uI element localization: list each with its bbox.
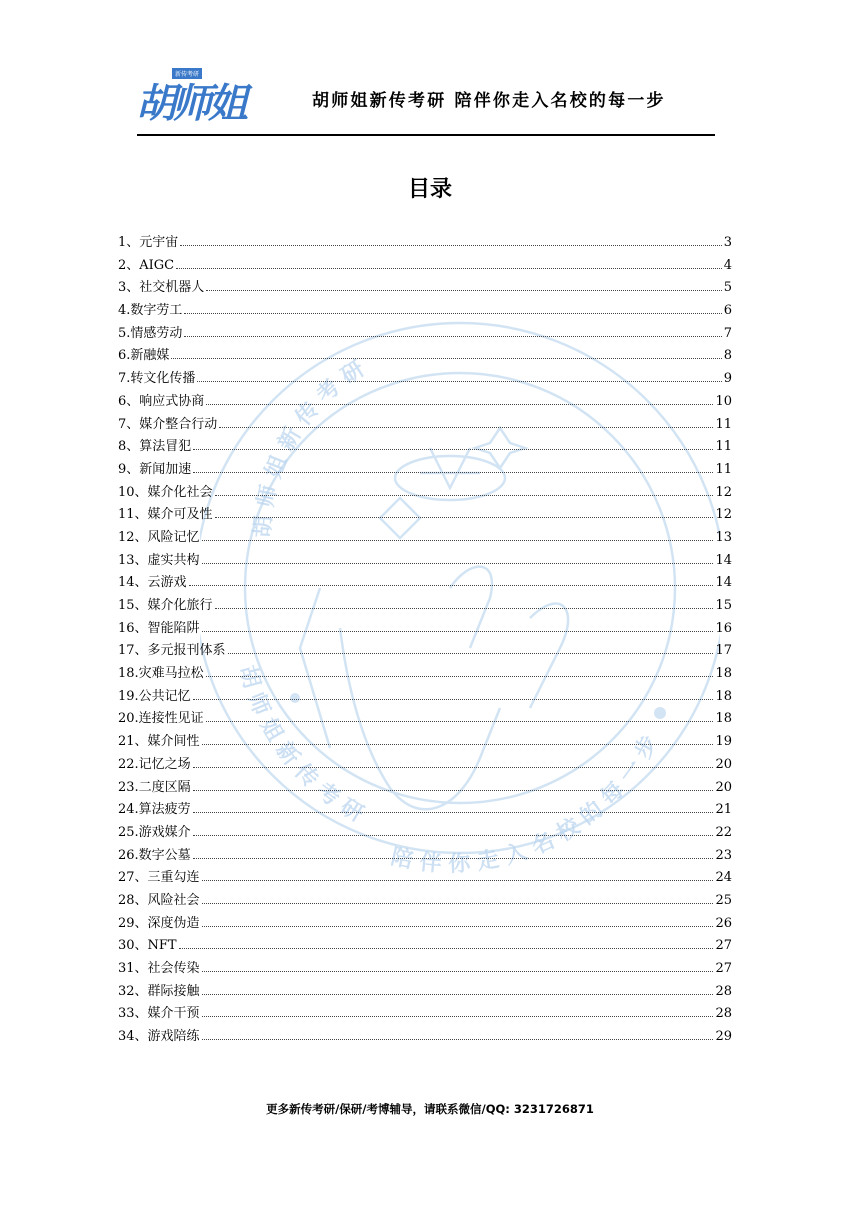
toc-entry-page[interactable]: 25	[715, 892, 732, 908]
toc-entry[interactable]	[118, 958, 732, 981]
toc-entry-page[interactable]: 26	[715, 915, 732, 931]
toc-entry[interactable]	[118, 436, 732, 459]
toc-entry[interactable]	[118, 391, 732, 414]
toc-entry[interactable]	[118, 686, 732, 709]
toc-entry[interactable]	[118, 981, 732, 1004]
toc-dot-leader	[202, 743, 714, 745]
toc-entry[interactable]	[118, 550, 732, 573]
toc-entry[interactable]	[118, 822, 732, 845]
toc-dot-leader	[202, 925, 714, 927]
toc-entry[interactable]	[118, 935, 732, 958]
toc-entry-page[interactable]: 18	[715, 711, 732, 727]
toc-entry[interactable]	[118, 414, 732, 437]
toc-entry-label[interactable]: 27、三重勾连	[118, 870, 200, 886]
toc-entry-page[interactable]: 24	[715, 870, 732, 886]
toc-entry[interactable]	[118, 527, 732, 550]
toc-entry-page[interactable]: 8	[723, 348, 732, 364]
watermark-bottom-text-right: 陪 伴 你 走 入 名 校 的 每 一 步	[388, 731, 663, 878]
toc-entry[interactable]	[118, 663, 732, 686]
toc-entry[interactable]	[118, 368, 732, 391]
watermark-bottom-text-left: 胡 师 姐 新 传 考 研	[233, 663, 368, 828]
toc-entry[interactable]	[118, 300, 732, 323]
toc-entry[interactable]	[118, 845, 732, 868]
toc-entry-page[interactable]: 18	[715, 688, 732, 704]
toc-entry-page[interactable]: 9	[723, 371, 732, 387]
toc-entry-label[interactable]: 16、智能陷阱	[118, 620, 200, 636]
toc-entry[interactable]	[118, 913, 732, 936]
header-slogan: 胡师姐新传考研 陪伴你走入名校的每一步	[312, 91, 666, 111]
toc-dot-leader	[202, 539, 714, 541]
toc-entry-page[interactable]: 20	[715, 756, 732, 772]
toc-dot-leader	[171, 357, 721, 359]
toc-entry[interactable]	[118, 504, 732, 527]
toc-entry[interactable]	[118, 618, 732, 641]
toc-entry[interactable]	[118, 890, 732, 913]
toc-dot-leader	[193, 811, 714, 813]
toc-dot-leader	[197, 380, 721, 382]
toc-entry-page[interactable]: 11	[715, 461, 732, 477]
toc-entry-label[interactable]: 7.转文化传播	[118, 371, 196, 387]
toc-entry-label[interactable]: 28、风险社会	[118, 892, 200, 908]
toc-dot-leader	[206, 289, 721, 291]
toc-dot-leader	[193, 471, 713, 473]
toc-entry-page[interactable]: 12	[715, 484, 732, 500]
toc-entry-page[interactable]: 11	[715, 416, 732, 432]
toc-dot-leader	[202, 879, 714, 881]
toc-entry-page[interactable]: 21	[715, 802, 732, 818]
header-divider	[137, 134, 715, 136]
toc-entry-label[interactable]: 33、媒介干预	[118, 1006, 200, 1022]
toc-dot-leader	[193, 834, 714, 836]
toc-dot-leader	[179, 947, 714, 949]
toc-entry-page[interactable]: 6	[723, 303, 732, 319]
footer-contact: 更多新传考研/保研/考博辅导，请联系微信/QQ: 3231726871	[266, 1102, 594, 1116]
toc-entry-label[interactable]: 17、多元报刊体系	[118, 643, 226, 659]
toc-entry-page[interactable]: 23	[715, 847, 732, 863]
toc-entry[interactable]	[118, 255, 732, 278]
toc-dot-leader	[206, 675, 714, 677]
toc-dot-leader	[176, 267, 722, 269]
toc-dot-leader	[202, 630, 714, 632]
toc-dot-leader	[202, 902, 714, 904]
toc-entry-page[interactable]: 18	[715, 666, 732, 682]
toc-entry-label[interactable]: 31、社会传染	[118, 961, 200, 976]
toc-entry[interactable]	[118, 708, 732, 731]
toc-dot-leader	[184, 335, 721, 337]
toc-entry-label[interactable]: 1、元宇宙	[118, 235, 179, 250]
toc-entry-label[interactable]: 8、算法冒犯	[118, 439, 192, 455]
toc-entry-page[interactable]: 22	[715, 824, 732, 840]
toc-dot-leader	[215, 516, 714, 518]
toc-entry-label[interactable]: 29、深度伪造	[118, 915, 200, 931]
page-title: 目录	[407, 177, 452, 202]
toc-dot-leader	[202, 993, 714, 995]
toc-entry[interactable]	[118, 459, 732, 482]
toc-entry-label[interactable]: 4.数字劳工	[118, 303, 183, 319]
toc-entry-label[interactable]: 15、媒介化旅行	[118, 598, 213, 613]
toc-entry-label[interactable]: 32、群际接触	[118, 983, 200, 999]
toc-entry-page[interactable]: 28	[715, 1006, 732, 1022]
toc-dot-leader	[193, 766, 714, 768]
toc-entry-label[interactable]: 11、媒介可及性	[118, 507, 213, 523]
toc-entry-label[interactable]: 34、游戏陪练	[118, 1029, 200, 1045]
toc-entry-page[interactable]: 14	[715, 575, 732, 591]
logo-badge: 新传考研	[172, 68, 202, 79]
toc-dot-leader	[219, 426, 713, 428]
toc-dot-leader	[215, 494, 714, 496]
toc-entry-label[interactable]: 25.游戏媒介	[118, 824, 191, 840]
toc-entry-label[interactable]: 13、虚实共构	[118, 552, 200, 568]
toc-entry-page[interactable]: 13	[715, 529, 732, 545]
toc-entry-label[interactable]: 23.二度区隔	[118, 779, 191, 795]
brand-logo	[136, 66, 244, 132]
toc-entry-page[interactable]: 7	[723, 325, 732, 341]
toc-entry[interactable]	[118, 731, 732, 754]
toc-dot-leader	[180, 244, 721, 246]
toc-entry-page[interactable]: 27	[715, 938, 732, 954]
toc-entry-page[interactable]: 20	[715, 779, 732, 795]
toc-dot-leader	[202, 1038, 714, 1040]
toc-entry[interactable]	[118, 595, 732, 618]
toc-entry-page[interactable]: 4	[723, 257, 732, 273]
toc-entry-label[interactable]: 21、媒介间性	[118, 734, 200, 750]
toc-entry-page[interactable]: 28	[715, 983, 732, 999]
toc-entry-label[interactable]: 30、NFT	[118, 938, 177, 954]
toc-entry-label[interactable]: 12、风险记忆	[118, 529, 200, 545]
toc-entry[interactable]	[118, 482, 732, 505]
toc-entry-label[interactable]: 20.连接性见证	[118, 711, 204, 727]
toc-dot-leader	[189, 584, 714, 586]
toc-entry[interactable]	[118, 1026, 732, 1049]
toc-entry-page[interactable]: 12	[715, 507, 732, 523]
toc-entry-page[interactable]: 5	[723, 280, 732, 296]
toc-entry-label[interactable]: 22.记忆之场	[118, 756, 191, 772]
toc-entry-page[interactable]: 16	[715, 620, 732, 636]
toc-dot-leader	[215, 607, 714, 609]
toc-entry-label[interactable]: 5.情感劳动	[118, 325, 183, 341]
toc-entry-label[interactable]: 9、新闻加速	[118, 461, 192, 477]
toc-entry-label[interactable]: 14、云游戏	[118, 575, 187, 591]
toc-entry[interactable]	[118, 277, 732, 300]
toc-entry-page[interactable]: 11	[715, 439, 732, 455]
toc-entry[interactable]	[118, 754, 732, 777]
toc-dot-leader	[206, 720, 714, 722]
toc-dot-leader	[202, 562, 714, 564]
toc-dot-leader	[202, 1015, 714, 1017]
toc-entry[interactable]	[118, 1003, 732, 1026]
toc-entry-label[interactable]: 6.新融媒	[118, 348, 170, 364]
toc-entry[interactable]	[118, 799, 732, 822]
toc-entry[interactable]	[118, 777, 732, 800]
toc-entry-page[interactable]: 19	[715, 734, 732, 750]
toc-entry[interactable]	[118, 323, 732, 346]
toc-dot-leader	[202, 970, 714, 972]
toc-entry-label[interactable]: 18.灾难马拉松	[118, 666, 204, 682]
toc-entry[interactable]	[118, 867, 732, 890]
toc-entry-label[interactable]: 19.公共记忆	[118, 688, 191, 704]
toc-dot-leader	[228, 652, 714, 654]
toc-entry-page[interactable]: 10	[715, 393, 732, 409]
toc-entry-page[interactable]: 14	[715, 552, 732, 568]
table-of-contents	[118, 232, 732, 1049]
toc-entry-page[interactable]: 17	[715, 643, 732, 659]
toc-entry-label[interactable]: 24.算法疲劳	[118, 802, 191, 818]
watermark-top-text: 胡 师 姐 新 传 考 研	[250, 356, 370, 539]
toc-entry-label[interactable]: 10、媒介化社会	[118, 484, 213, 500]
toc-dot-leader	[193, 698, 714, 700]
toc-dot-leader	[193, 789, 714, 791]
toc-dot-leader	[184, 312, 721, 314]
toc-entry-label[interactable]: 26.数字公墓	[118, 847, 191, 863]
toc-entry-page[interactable]: 15	[715, 598, 732, 613]
toc-entry[interactable]	[118, 640, 732, 663]
toc-entry-label[interactable]: 7、媒介整合行动	[118, 416, 218, 432]
toc-dot-leader	[193, 857, 714, 859]
toc-entry-label[interactable]: 6、响应式协商	[118, 393, 205, 409]
toc-dot-leader	[193, 448, 713, 450]
toc-entry[interactable]	[118, 345, 732, 368]
toc-entry[interactable]	[118, 572, 732, 595]
toc-entry-label[interactable]: 3、社交机器人	[118, 280, 205, 296]
logo-text: 胡师姐	[136, 80, 244, 127]
toc-entry-page[interactable]: 29	[715, 1029, 732, 1045]
toc-entry-label[interactable]: 2、AIGC	[118, 257, 175, 273]
toc-entry-page[interactable]: 27	[715, 961, 732, 976]
toc-entry[interactable]	[118, 232, 732, 255]
toc-entry-page[interactable]: 3	[723, 235, 732, 250]
toc-dot-leader	[206, 403, 713, 405]
